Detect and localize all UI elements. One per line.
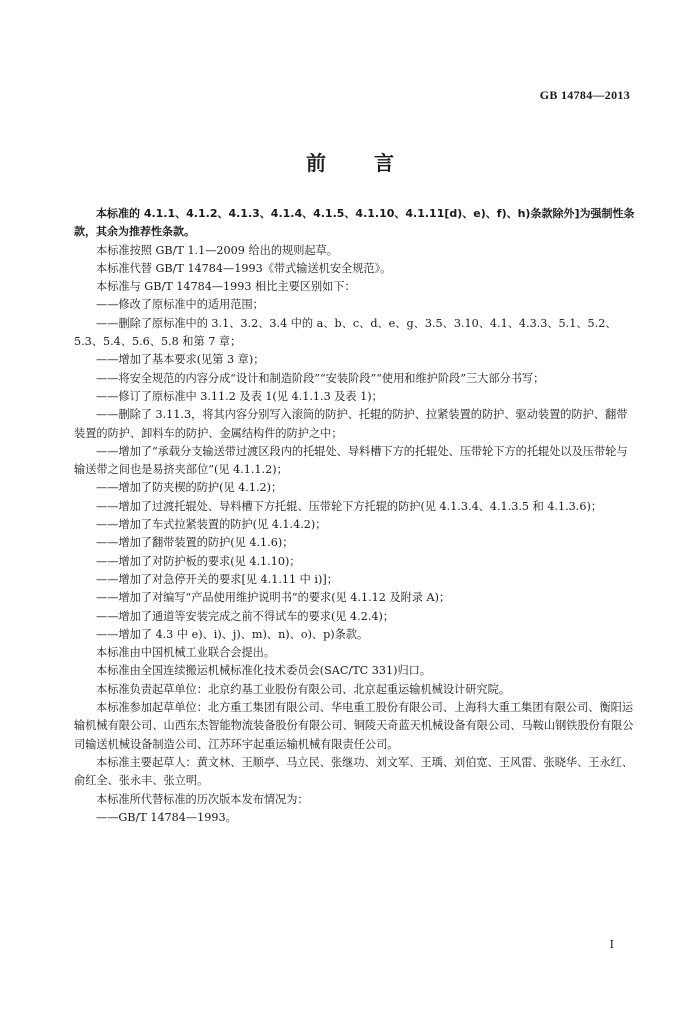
change-item: ——修订了原标准中 3.11.2 及表 1(见 4.1.1.3 及表 1)；	[96, 389, 383, 403]
main-drafters: 本标准主要起草人：黄文林、王顺亭、马立民、张继功、刘文军、王瑀、刘伯宽、王风雷、张晓华、王永红、俞红全、张永丰、张立明。	[74, 755, 634, 788]
change-item: ——增加了 4.3 中 e)、i)、j)、m)、n)、o)、p)条款。	[96, 627, 369, 641]
participating-drafting-units: 本标准参加起草单位：北方重工集团有限公司、华电重工股份有限公司、上海科大重工集团有限公司、衡阳运输机械有限公司、山西东杰智能物流装备股份有限公司、铜陵天奇蓝天机械设备有限公司、马鞍山钢铁股份有限公司输送机械设备制造公司、江苏环宇起重运输机械有限责任公司。	[74, 701, 634, 751]
change-item: ——增加了基本要求(见第 3 章)；	[96, 353, 265, 367]
mandatory-clause-statement: 本标准的 4.1.1、4.1.2、4.1.3、4.1.4、4.1.5、4.1.10、4.1.11[d)、e)、f)、h)条款除外]为强制性条款，其余为推荐性条款。	[74, 207, 635, 239]
change-item: ——增加了对急停开关的要求[见 4.1.11 中 i)]；	[96, 572, 338, 586]
document-body	[74, 205, 638, 827]
change-item: ——增加了通道等安装完成之前不得试车的要求(见 4.2.4)；	[96, 609, 395, 623]
change-item: ——增加了防夹楔的防护(见 4.1.2)；	[96, 481, 283, 495]
change-item: ——将安全规范的内容分成“设计和制造阶段”“安装阶段”“使用和维护阶段”三大部分书写；	[96, 371, 545, 385]
paragraph: 本标准与 GB/T 14784—1993 相比主要区别如下：	[96, 280, 356, 294]
standard-code: GB 14784—2013	[539, 88, 630, 102]
change-item: ——增加了“承载分支输送带过渡区段内的托辊处、导料槽下方的托辊处、压带轮下方的托辊处以及压带轮与输送带之间也是易挤夹部位”(见 4.1.1.2)；	[74, 444, 628, 477]
version-history-item: ——GB/T 14784—1993。	[96, 810, 237, 824]
change-item: ——增加了对编写“产品使用维护说明书”的要求(见 4.1.12 及附录 A)；	[96, 591, 451, 605]
change-item: ——增加了车式拉紧装置的防护(见 4.1.4.2)；	[96, 518, 327, 532]
lead-drafting-units: 本标准负责起草单位：北京约基工业股份有限公司、北京起重运输机械设计研究院。	[96, 682, 510, 696]
change-item: ——增加了翻带装置的防护(见 4.1.6)；	[96, 536, 294, 550]
proposer-statement: 本标准由中国机械工业联合会提出。	[96, 646, 276, 660]
page-number: I	[609, 938, 614, 951]
change-item: ——增加了过渡托辊处、导料槽下方托辊、压带轮下方托辊的防护(见 4.1.3.4、4.1.3.5 和 4.1.3.6)；	[96, 499, 603, 513]
change-item: ——删除了 3.11.3，将其内容分别写入滚筒的防护、托辊的防护、拉紧装置的防护、驱动装置的防护、翻带装置的防护、卸料车的防护、金属结构件的防护之中；	[74, 408, 628, 440]
page-title: 前 言	[306, 151, 408, 175]
change-item: ——增加了对防护板的要求(见 4.1.10)；	[96, 554, 301, 568]
paragraph: 本标准按照 GB/T 1.1—2009 给出的规则起草。	[96, 243, 338, 257]
change-item: ——修改了原标准中的适用范围；	[96, 298, 264, 312]
change-item: ——删除了原标准中的 3.1、3.2、3.4 中的 a、b、c、d、e、g、3.5、3.10、4.1、4.3.3、5.1、5.2、5.3、5.4、5.6、5.8 和第 7 章；	[74, 316, 617, 349]
committee-statement: 本标准由全国连续搬运机械标准化技术委员会(SAC/TC 331)归口。	[96, 664, 432, 678]
paragraph: 本标准代替 GB/T 14784—1993《带式输送机安全规范》。	[96, 261, 392, 275]
version-history-heading: 本标准所代替标准的历次版本发布情况为：	[96, 792, 309, 806]
